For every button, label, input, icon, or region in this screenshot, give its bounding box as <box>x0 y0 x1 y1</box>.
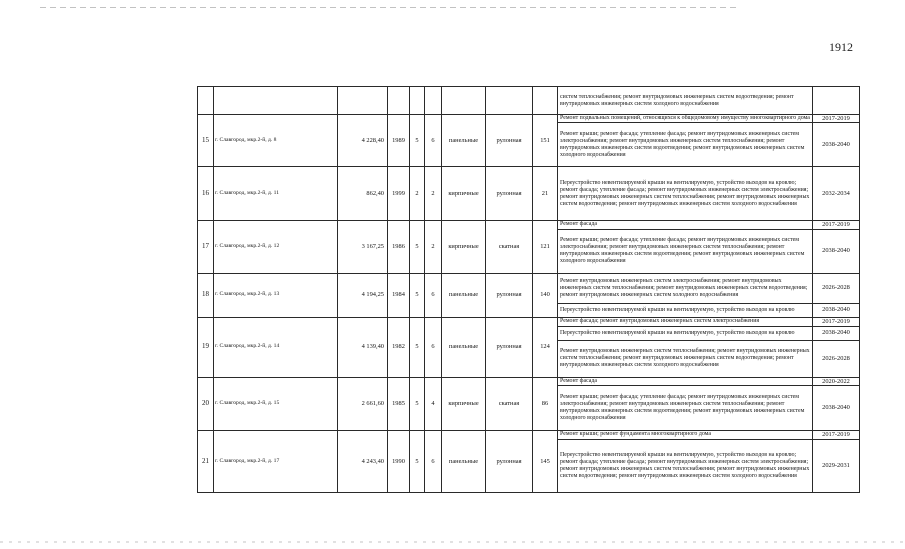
cell-residents: 124 <box>533 317 558 377</box>
cell-entrances: 4 <box>425 377 442 430</box>
cell-year: 1986 <box>388 221 410 273</box>
table-row <box>198 115 860 123</box>
cell-entrances: 6 <box>425 430 442 492</box>
cell-period: 2038-2040 <box>813 303 860 317</box>
cell-work-description: Ремонт крыши; ремонт фасада; утепление фасада; ремонт внутридомовых инженерных систем электроснабжения; ремонт внутридомовых инженерных систем теплоснабжения; ремонт внутридомовых инженерных систем водоотведения; ремонт внутридомовых инженерных систем холодного водоснабжения <box>558 229 813 273</box>
scan-artifact-bottom <box>0 541 905 543</box>
cell-year: 1989 <box>388 115 410 167</box>
cell-period: 2017-2019 <box>813 430 860 439</box>
cell-area: 4 194,25 <box>338 273 388 317</box>
cell-entrances: 2 <box>425 221 442 273</box>
cell-number: 21 <box>198 430 214 492</box>
cell-area <box>338 87 388 115</box>
cell-floors <box>410 87 425 115</box>
cell-roof: рулонная <box>486 167 533 221</box>
cell-entrances <box>425 87 442 115</box>
cell-work-description: Ремонт фасада <box>558 221 813 229</box>
table-row <box>198 221 860 229</box>
cell-work-description: Ремонт крыши; ремонт фасада; утепление фасада; ремонт внутридомовых инженерных систем электроснабжения; ремонт внутридомовых инженерных систем теплоснабжения; ремонт внутридомовых инженерных систем водоотведения; ремонт внутридомовых инженерных систем холодного водоснабжения <box>558 123 813 167</box>
cell-walls: панельные <box>442 430 486 492</box>
cell-year: 1985 <box>388 377 410 430</box>
cell-work-description: Переустройство невентилируемой крыши на вентилируемую, устройство выходов на кровлю <box>558 326 813 340</box>
cell-number: 15 <box>198 115 214 167</box>
cell-number <box>198 87 214 115</box>
cell-work-description: Ремонт фасада; ремонт внутридомовых инженерных систем электроснабжения <box>558 317 813 326</box>
cell-walls <box>442 87 486 115</box>
cell-area: 2 661,60 <box>338 377 388 430</box>
cell-roof: рулонная <box>486 317 533 377</box>
cell-address <box>214 87 338 115</box>
cell-work-description: Ремонт внутридомовых инженерных систем теплоснабжения; ремонт внутридомовых инженерных систем теплоснабжения; ремонт внутридомовых инженерных систем водоотведения; ремонт внутридомовых инженерных систем холодного водоснабжения <box>558 340 813 377</box>
cell-year: 1984 <box>388 273 410 317</box>
cell-entrances: 6 <box>425 273 442 317</box>
page-number: 1912 <box>829 40 853 54</box>
cell-walls: панельные <box>442 317 486 377</box>
cell-address: г. Славгород, мкр.2-й, д. 13 <box>214 273 338 317</box>
cell-work-description: Переустройство невентилируемой крыши на вентилируемую, устройство выходов на кровлю <box>558 303 813 317</box>
cell-address: г. Славгород, мкр.2-й, д. 14 <box>214 317 338 377</box>
table-row <box>198 377 860 385</box>
cell-residents: 121 <box>533 221 558 273</box>
cell-period: 2020-2022 <box>813 377 860 385</box>
cell-period: 2029-2031 <box>813 439 860 492</box>
cell-roof: скатная <box>486 221 533 273</box>
cell-entrances: 6 <box>425 317 442 377</box>
table-body <box>198 87 860 493</box>
cell-floors: 5 <box>410 115 425 167</box>
cell-work-description: Переустройство невентилируемой крыши на вентилируемую, устройство выходов на кровлю; ремонт фасада; утепление фасада; ремонт внутридомовых инженерных систем электроснабжения; ремонт внутридомовых инженерных систем теплоснабжения; ремонт внутридомовых инженерных систем водоотведения; ремонт внутридомовых инженерных систем холодного водоснабжения <box>558 167 813 221</box>
cell-area: 862,40 <box>338 167 388 221</box>
cell-year: 1999 <box>388 167 410 221</box>
cell-area: 4 139,40 <box>338 317 388 377</box>
table-row <box>198 167 860 221</box>
cell-period: 2026-2028 <box>813 340 860 377</box>
cell-period: 2038-2040 <box>813 385 860 430</box>
cell-residents <box>533 87 558 115</box>
cell-roof: рулонная <box>486 273 533 317</box>
table-row <box>198 317 860 326</box>
scan-artifact-top <box>40 7 740 8</box>
cell-address: г. Славгород, мкр.2-й, д. 8 <box>214 115 338 167</box>
cell-walls: кирпичные <box>442 167 486 221</box>
cell-year <box>388 87 410 115</box>
cell-period: 2017-2019 <box>813 221 860 229</box>
cell-work-description: Ремонт фасада <box>558 377 813 385</box>
cell-address: г. Славгород, мкр.2-й, д. 15 <box>214 377 338 430</box>
cell-number: 20 <box>198 377 214 430</box>
cell-work-description: Ремонт внутридомовых инженерных систем электроснабжения; ремонт внутридомовых инженерных систем теплоснабжения; ремонт внутридомовых инженерных систем водоотведения; ремонт внутридомовых инженерных систем холодного водоснабжения <box>558 273 813 303</box>
table-row <box>198 273 860 303</box>
cell-residents: 151 <box>533 115 558 167</box>
cell-work-description: Переустройство невентилируемой крыши на вентилируемую, устройство выходов на кровлю; ремонт фасада; утепление фасада; ремонт внутридомовых инженерных систем электроснабжения; ремонт внутридомовых инженерных систем теплоснабжения; ремонт внутридомовых инженерных систем водоотведения; ремонт внутридомовых инженерных систем холодного водоснабжения <box>558 439 813 492</box>
cell-work-description: Ремонт крыши; ремонт фасада; утепление фасада; ремонт внутридомовых инженерных систем электроснабжения; ремонт внутридомовых инженерных систем теплоснабжения; ремонт внутридомовых инженерных систем водоотведения; ремонт внутридомовых инженерных систем холодного водоснабжения <box>558 385 813 430</box>
cell-address: г. Славгород, мкр.2-й, д. 17 <box>214 430 338 492</box>
cell-number: 17 <box>198 221 214 273</box>
cell-residents: 145 <box>533 430 558 492</box>
cell-walls: панельные <box>442 115 486 167</box>
cell-work-description: Ремонт подвальных помещений, относящихся к общедомовому имуществу многоквартирного дома <box>558 115 813 123</box>
cell-number: 18 <box>198 273 214 317</box>
cell-period <box>813 87 860 115</box>
cell-walls: кирпичные <box>442 221 486 273</box>
table-row <box>198 430 860 439</box>
cell-period: 2017-2019 <box>813 317 860 326</box>
cell-entrances: 2 <box>425 167 442 221</box>
cell-area: 4 228,40 <box>338 115 388 167</box>
cell-year: 1982 <box>388 317 410 377</box>
cell-period: 2017-2019 <box>813 115 860 123</box>
cell-floors: 2 <box>410 167 425 221</box>
cell-period: 2026-2028 <box>813 273 860 303</box>
cell-work-description: Ремонт крыши; ремонт фундамента многоквартирного дома <box>558 430 813 439</box>
cell-residents: 140 <box>533 273 558 317</box>
cell-address: г. Славгород, мкр.2-й, д. 12 <box>214 221 338 273</box>
cell-number: 19 <box>198 317 214 377</box>
cell-floors: 5 <box>410 221 425 273</box>
cell-roof: рулонная <box>486 115 533 167</box>
cell-period: 2038-2040 <box>813 326 860 340</box>
cell-floors: 5 <box>410 273 425 317</box>
cell-walls: кирпичные <box>442 377 486 430</box>
cell-period: 2038-2040 <box>813 123 860 167</box>
cell-area: 3 167,25 <box>338 221 388 273</box>
cell-floors: 5 <box>410 377 425 430</box>
cell-work-description: систем теплоснабжения; ремонт внутридомовых инженерных систем водоотведения; ремонт внутридомовых инженерных систем холодного водоснабжения <box>558 87 813 115</box>
cell-number: 16 <box>198 167 214 221</box>
cell-period: 2032-2034 <box>813 167 860 221</box>
cell-residents: 21 <box>533 167 558 221</box>
cell-roof <box>486 87 533 115</box>
cell-walls: панельные <box>442 273 486 317</box>
continuation-row <box>198 87 860 115</box>
cell-roof: скатная <box>486 377 533 430</box>
cell-roof: рулонная <box>486 430 533 492</box>
cell-residents: 86 <box>533 377 558 430</box>
cell-period: 2038-2040 <box>813 229 860 273</box>
cell-year: 1990 <box>388 430 410 492</box>
cell-address: г. Славгород, мкр.2-й, д. 11 <box>214 167 338 221</box>
cell-area: 4 243,40 <box>338 430 388 492</box>
repair-schedule-table <box>197 86 860 493</box>
cell-floors: 5 <box>410 430 425 492</box>
cell-entrances: 6 <box>425 115 442 167</box>
cell-floors: 5 <box>410 317 425 377</box>
